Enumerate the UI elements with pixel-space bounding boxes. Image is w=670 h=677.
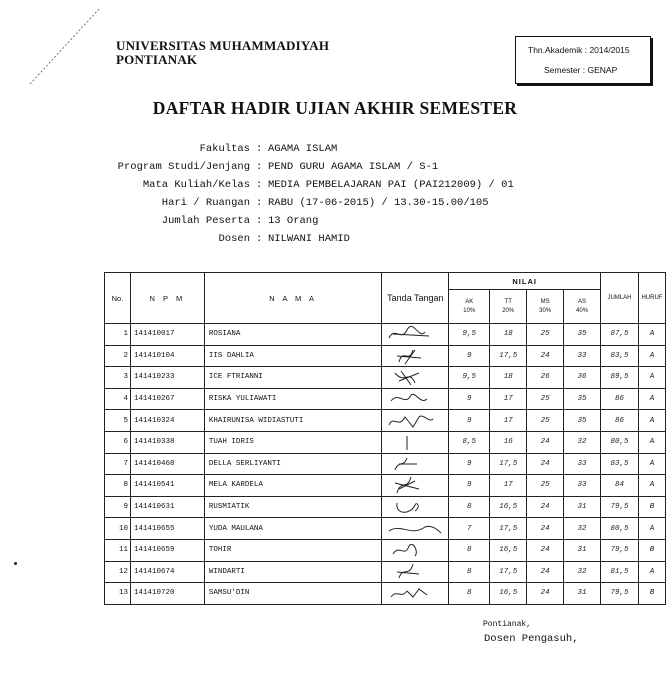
row-tt: 18 [490,367,527,389]
info-label: Program Studi/Jenjang [117,161,250,173]
university-name: UNIVERSITAS MUHAMMADIYAH [116,38,330,53]
row-jumlah: 81,5 [601,561,639,583]
row-no: 1 [105,324,131,346]
info-label: Mata Kuliah/Kelas [142,179,250,191]
row-as: 31 [564,583,601,605]
table-row [105,583,666,605]
row-jumlah: 80,5 [601,518,639,540]
row-signature [382,561,449,583]
row-no: 9 [105,496,131,518]
row-jumlah: 89,5 [601,367,639,389]
signature-scribble [385,562,445,582]
row-no: 5 [105,410,131,432]
info-value: AGAMA ISLAM [268,143,338,155]
row-npm: 141410659 [130,539,204,561]
header-as-label: AS [578,298,587,305]
row-nama: TUAH IDRIS [204,431,382,453]
signature-scribble [385,389,445,409]
header-tt-label: TT [504,298,512,305]
row-huruf: A [638,453,665,475]
row-no: 4 [105,388,131,410]
header-ms-pct: 30% [539,307,552,314]
row-as: 35 [564,410,601,432]
scan-mark-line [30,6,110,86]
row-npm: 141410233 [130,367,204,389]
header-ms-label: MS [540,298,550,305]
semester-label: Semester : [544,65,586,75]
row-jumlah: 87,5 [601,324,639,346]
row-tt: 18 [490,324,527,346]
row-npm: 141410017 [130,324,204,346]
row-ak: 9,5 [449,367,490,389]
row-signature [382,518,449,540]
footer-place: Pontianak, [483,620,532,629]
row-ak: 9,5 [449,324,490,346]
row-ms: 26 [527,367,564,389]
semester-row [544,65,617,75]
info-label: Dosen [218,233,250,245]
row-nama: RISKA YULIAWATI [204,388,382,410]
row-no: 2 [105,345,131,367]
row-npm: 141410267 [130,388,204,410]
header-tanda-tangan: Tanda Tangan [382,273,449,324]
row-ak: 9 [449,475,490,497]
row-ms: 25 [527,475,564,497]
row-jumlah: 79,5 [601,539,639,561]
signature-scribble [385,346,445,366]
row-tt: 16,5 [490,496,527,518]
row-signature [382,453,449,475]
row-npm: 141410674 [130,561,204,583]
row-tt: 16,5 [490,583,527,605]
row-tt: 17 [490,388,527,410]
row-npm: 141410324 [130,410,204,432]
table-row [105,410,666,432]
row-jumlah: 79,5 [601,583,639,605]
row-huruf: B [638,496,665,518]
row-tt: 17,5 [490,345,527,367]
attendance-table [104,272,666,605]
info-label: Hari / Ruangan [161,197,250,209]
row-nama: SAMSU'DIN [204,583,382,605]
header-tt [490,290,527,324]
row-jumlah: 83,5 [601,453,639,475]
row-ms: 24 [527,561,564,583]
row-huruf: A [638,345,665,367]
row-ms: 24 [527,539,564,561]
row-ms: 25 [527,388,564,410]
row-nama: ICE FTRIANNI [204,367,382,389]
signature-scribble [385,540,445,560]
row-ms: 24 [527,583,564,605]
row-signature [382,345,449,367]
row-ms: 24 [527,518,564,540]
row-huruf: A [638,367,665,389]
academic-year-value: 2014/2015 [589,45,630,55]
row-as: 35 [564,388,601,410]
signature-scribble [385,475,445,495]
row-signature [382,431,449,453]
signature-scribble [385,367,445,387]
row-ak: 8 [449,583,490,605]
row-as: 32 [564,561,601,583]
row-npm: 141410104 [130,345,204,367]
row-jumlah: 86 [601,388,639,410]
header-ak [449,290,490,324]
info-value: PEND GURU AGAMA ISLAM / S-1 [268,161,439,173]
signature-scribble [385,454,445,474]
row-huruf: A [638,518,665,540]
header-jumlah: JUMLAH [601,273,639,324]
info-value: RABU (17-06-2015) / 13.30-15.00/105 [268,197,489,209]
table-row [105,561,666,583]
row-tt: 17,5 [490,453,527,475]
row-ms: 25 [527,410,564,432]
table-row [105,431,666,453]
signature-scribble [385,519,445,539]
table-row [105,496,666,518]
row-as: 31 [564,496,601,518]
row-ak: 9 [449,453,490,475]
university-city: PONTIANAK [116,52,198,67]
scan-dot [14,562,17,565]
row-jumlah: 86 [601,410,639,432]
row-jumlah: 79,5 [601,496,639,518]
signature-scribble [385,583,445,603]
row-tt: 16,5 [490,539,527,561]
row-ms: 24 [527,496,564,518]
row-no: 3 [105,367,131,389]
row-no: 10 [105,518,131,540]
row-ak: 7 [449,518,490,540]
footer-signer: Dosen Pengasuh, [484,633,579,645]
header-no: No. [105,273,131,324]
header-nama: N A M A [204,273,382,324]
row-tt: 17,5 [490,561,527,583]
row-no: 8 [105,475,131,497]
row-huruf: A [638,388,665,410]
academic-year-label: Thn.Akademik : [528,45,588,55]
row-signature [382,324,449,346]
row-no: 13 [105,583,131,605]
row-huruf: A [638,475,665,497]
row-huruf: A [638,431,665,453]
row-nama: ROSIANA [204,324,382,346]
row-jumlah: 83,5 [601,345,639,367]
row-tt: 17 [490,475,527,497]
row-nama: TOHIR [204,539,382,561]
row-ms: 25 [527,324,564,346]
header-tt-pct: 20% [502,307,515,314]
header-ak-label: AK [465,298,474,305]
row-nama: MELA KARDELA [204,475,382,497]
row-as: 36 [564,367,601,389]
header-ak-pct: 10% [463,307,476,314]
row-huruf: B [638,539,665,561]
header-as [564,290,601,324]
row-huruf: B [638,583,665,605]
table-row [105,367,666,389]
row-signature [382,367,449,389]
signature-scribble [385,324,445,344]
row-no: 12 [105,561,131,583]
row-signature [382,410,449,432]
row-nama: DELLA SERLIYANTI [204,453,382,475]
header-nilai: NILAI [449,273,601,290]
row-npm: 141410541 [130,475,204,497]
row-as: 32 [564,431,601,453]
table-row [105,324,666,346]
page-title: DAFTAR HADIR UJIAN AKHIR SEMESTER [152,98,518,118]
row-signature [382,475,449,497]
info-value: NILWANI HAMID [268,233,350,245]
table-row [105,388,666,410]
header-huruf: HURUF [638,273,665,324]
row-nama: KHAIRUNISA WIDIASTUTI [204,410,382,432]
info-label: Fakultas [199,143,250,155]
row-signature [382,496,449,518]
row-as: 33 [564,345,601,367]
row-ak: 8 [449,539,490,561]
university-header [116,39,329,67]
row-nama: IIS DAHLIA [204,345,382,367]
row-ak: 9 [449,345,490,367]
row-as: 31 [564,539,601,561]
signature-scribble [385,432,445,452]
signature-scribble [385,497,445,517]
table-row [105,453,666,475]
row-signature [382,539,449,561]
table-row [105,539,666,561]
row-ms: 24 [527,453,564,475]
row-no: 7 [105,453,131,475]
row-npm: 141410655 [130,518,204,540]
table-row [105,518,666,540]
table-row [105,475,666,497]
row-ak: 9 [449,388,490,410]
row-signature [382,583,449,605]
row-ms: 24 [527,431,564,453]
row-ms: 24 [527,345,564,367]
row-no: 6 [105,431,131,453]
row-tt: 17,5 [490,518,527,540]
row-nama: WINDARTI [204,561,382,583]
row-huruf: A [638,410,665,432]
table-row [105,345,666,367]
academic-year-row [528,45,630,55]
row-jumlah: 80,5 [601,431,639,453]
row-jumlah: 84 [601,475,639,497]
row-as: 32 [564,518,601,540]
row-npm: 141410338 [130,431,204,453]
info-value: MEDIA PEMBELAJARAN PAI (PAI212009) / 01 [268,179,514,191]
row-npm: 141410631 [130,496,204,518]
row-ak: 8,5 [449,431,490,453]
signature-scribble [385,411,445,431]
row-tt: 16 [490,431,527,453]
row-nama: YUDA MAULANA [204,518,382,540]
row-ak: 8 [449,561,490,583]
row-as: 35 [564,324,601,346]
row-as: 33 [564,475,601,497]
header-as-pct: 40% [576,307,589,314]
header-ms [527,290,564,324]
semester-value: GENAP [587,65,618,75]
info-value: 13 Orang [268,215,319,227]
row-ak: 9 [449,410,490,432]
info-label: Jumlah Peserta [161,215,250,227]
row-huruf: A [638,561,665,583]
row-npm: 141410468 [130,453,204,475]
row-ak: 8 [449,496,490,518]
row-huruf: A [638,324,665,346]
row-npm: 141410720 [130,583,204,605]
header-npm: N P M [130,273,204,324]
semester-box [515,36,651,84]
row-as: 33 [564,453,601,475]
row-signature [382,388,449,410]
row-tt: 17 [490,410,527,432]
row-nama: RUSMIATIK [204,496,382,518]
row-no: 11 [105,539,131,561]
